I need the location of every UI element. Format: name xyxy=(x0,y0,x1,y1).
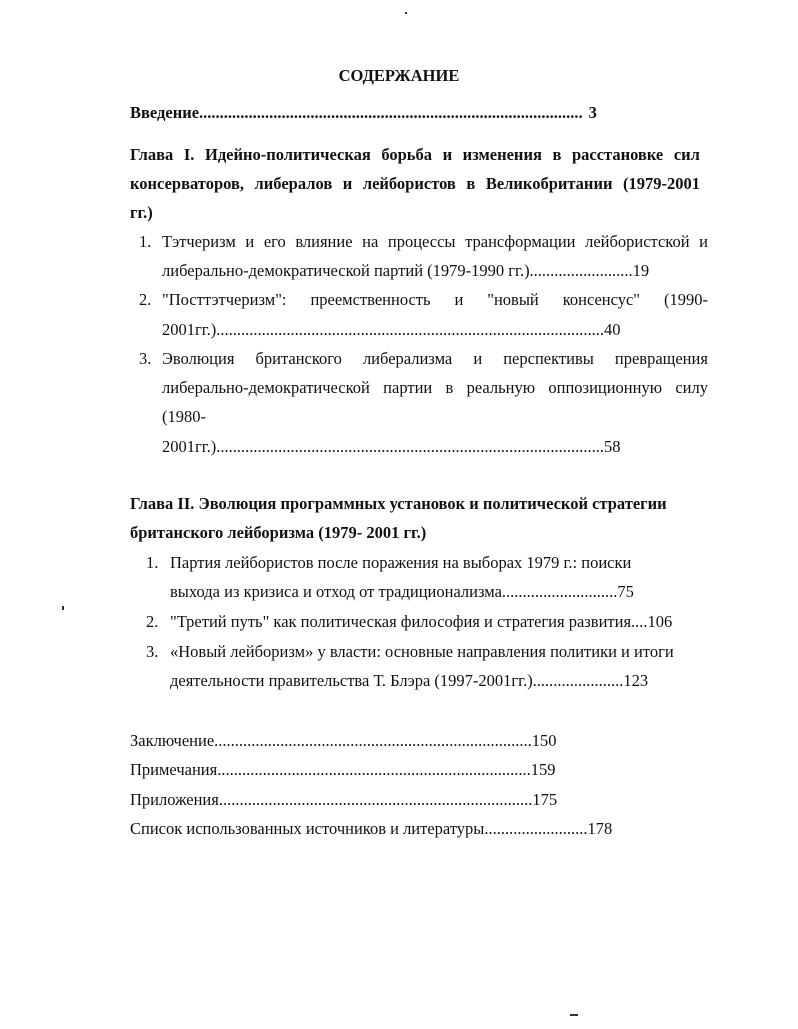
word: британского xyxy=(255,349,342,368)
word: процессы xyxy=(387,232,456,251)
chapter1-item3-line1 xyxy=(162,349,708,369)
toc-item-number: 1. xyxy=(139,232,152,251)
scan-speck xyxy=(570,1014,578,1016)
word: на xyxy=(362,232,379,251)
word: его xyxy=(263,232,286,251)
word: консерваторов, xyxy=(130,174,244,193)
chapter1-item2-line2: 2001гг.)..............................................................................................40 xyxy=(162,320,621,339)
word: лейбористской xyxy=(585,232,690,251)
toc-item-number: 2. xyxy=(146,612,159,631)
chapter2-item3-line2: деятельности правительства Т. Блэра (1997-2001гг.)......................123 xyxy=(170,671,649,690)
chapter2-heading-line2: британского лейборизма (1979- 2001 гг.) xyxy=(130,523,427,542)
toc-intro-page: 3 xyxy=(588,103,597,122)
word: и xyxy=(473,349,483,368)
word: "новый xyxy=(487,290,539,309)
chapter1-item2-line1 xyxy=(162,290,708,310)
chapter1-item3-line3: (1980- xyxy=(162,407,206,426)
chapter2-item3-line1: «Новый лейборизм» у власти: основные направления политики и итоги xyxy=(170,642,674,661)
word: Идейно-политическая xyxy=(204,145,371,164)
toc-intro xyxy=(130,103,597,123)
toc-item-number: 2. xyxy=(139,290,152,309)
word: борьба xyxy=(381,145,432,164)
word: (1990- xyxy=(663,290,708,309)
toc-item-number: 1. xyxy=(146,553,159,572)
chapter1-item3-line4: 2001гг.)..............................................................................................58 xyxy=(162,437,621,456)
scan-speck xyxy=(62,606,64,610)
word: реальную xyxy=(466,378,536,397)
word: влияние xyxy=(295,232,353,251)
chapter1-heading-line3: гг.) xyxy=(130,203,153,222)
chapter1-heading-line1 xyxy=(130,145,700,165)
word: и xyxy=(699,232,708,251)
word: I. xyxy=(183,145,195,164)
word: либерализма xyxy=(362,349,453,368)
word: либералов xyxy=(254,174,333,193)
word: Эволюция xyxy=(162,349,235,368)
word: и xyxy=(342,174,353,193)
word: расстановке xyxy=(571,145,664,164)
word: партии xyxy=(383,378,433,397)
chapter2-item1-line1: Партия лейбористов после поражения на выборах 1979 г.: поиски xyxy=(170,553,632,572)
word: трансформации xyxy=(465,232,576,251)
chapter1-heading-line2 xyxy=(130,174,700,194)
word: Глава xyxy=(130,145,174,164)
word: сил xyxy=(673,145,700,164)
toc-item-number: 3. xyxy=(146,642,159,661)
word: Великобритании xyxy=(485,174,613,193)
toc-conclusion: Заключение.............................................................................150 xyxy=(130,731,557,750)
word: и xyxy=(245,232,255,251)
chapter2-heading-line1: Глава II. Эволюция программных установок и политической стратегии xyxy=(130,494,667,513)
chapter1-item1-line2: либерально-демократической партий (1979-1990 гг.).........................19 xyxy=(162,261,650,280)
toc-bibliography: Список использованных источников и литературы.........................178 xyxy=(130,819,613,838)
toc-title: СОДЕРЖАНИЕ xyxy=(338,66,460,85)
word: превращения xyxy=(614,349,708,368)
scan-speck xyxy=(405,12,407,14)
word: консенсус" xyxy=(562,290,641,309)
chapter2-item1-line2: выхода из кризиса и отход от традиционализма............................75 xyxy=(170,582,634,601)
word: в xyxy=(445,378,454,397)
toc-notes: Примечания............................................................................159 xyxy=(130,760,556,779)
word: в xyxy=(466,174,476,193)
word: силу xyxy=(675,378,708,397)
word: преемственность xyxy=(310,290,431,309)
word: изменения xyxy=(462,145,542,164)
toc-appendices: Приложения............................................................................175 xyxy=(130,790,558,809)
chapter1-item1-line1 xyxy=(162,232,708,252)
toc-intro-text: Введение............................................................................................. xyxy=(130,103,583,122)
word: и xyxy=(454,290,464,309)
chapter2-item2-line1: "Третий путь" как политическая философия и стратегия развития....106 xyxy=(170,612,673,631)
word: "Посттэтчеризм": xyxy=(162,290,287,309)
word: либерально-демократической xyxy=(162,378,370,397)
word: и xyxy=(442,145,453,164)
toc-item-number: 3. xyxy=(139,349,152,368)
word: оппозиционную xyxy=(548,378,663,397)
word: в xyxy=(552,145,562,164)
word: Тэтчеризм xyxy=(162,232,236,251)
chapter1-item3-line2 xyxy=(162,378,708,398)
word: (1979-2001 xyxy=(623,174,700,193)
word: перспективы xyxy=(503,349,594,368)
word: лейбористов xyxy=(362,174,456,193)
